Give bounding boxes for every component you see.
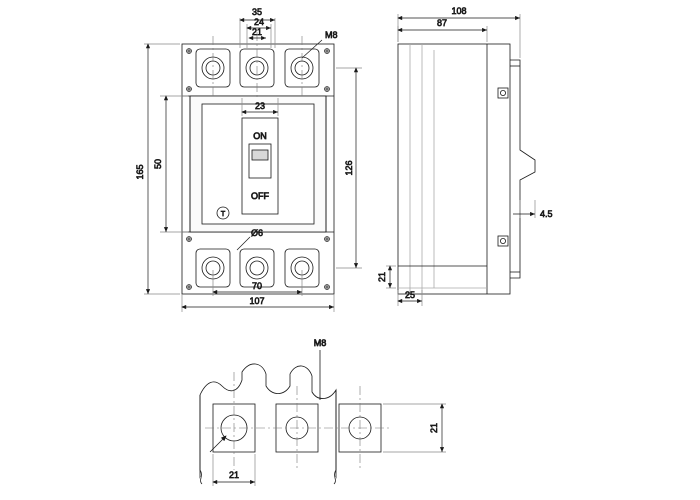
- terminal-detail-view: [200, 338, 390, 484]
- side-view: [398, 44, 535, 294]
- dim-70: 70: [251, 281, 263, 291]
- terminals-top: [196, 49, 319, 87]
- dim-108: 108: [451, 6, 467, 16]
- dim-23: 23: [254, 101, 266, 111]
- label-m8-front: M8: [325, 30, 338, 40]
- dim-21-pad-width: 21: [228, 470, 240, 480]
- dim-107: 107: [249, 296, 265, 306]
- dim-126: 126: [344, 160, 354, 176]
- front-view: [182, 32, 334, 294]
- dim-4-5: 4.5: [540, 209, 553, 219]
- dim-165: 165: [135, 164, 145, 180]
- dim-25: 25: [404, 290, 416, 300]
- dim-dia6: Ø6: [251, 228, 264, 238]
- dim-35: 35: [251, 7, 263, 17]
- dim-87: 87: [436, 18, 448, 28]
- dim-21-top: 21: [251, 27, 263, 37]
- dim-21-pad-height: 21: [429, 422, 439, 434]
- dim-21-side: 21: [377, 271, 387, 283]
- label-off: OFF: [251, 191, 269, 201]
- dim-50: 50: [153, 158, 163, 170]
- label-on: ON: [253, 131, 267, 141]
- label-test: T: [220, 211, 226, 218]
- dim-24: 24: [253, 17, 265, 27]
- label-m8-detail: M8: [313, 338, 327, 348]
